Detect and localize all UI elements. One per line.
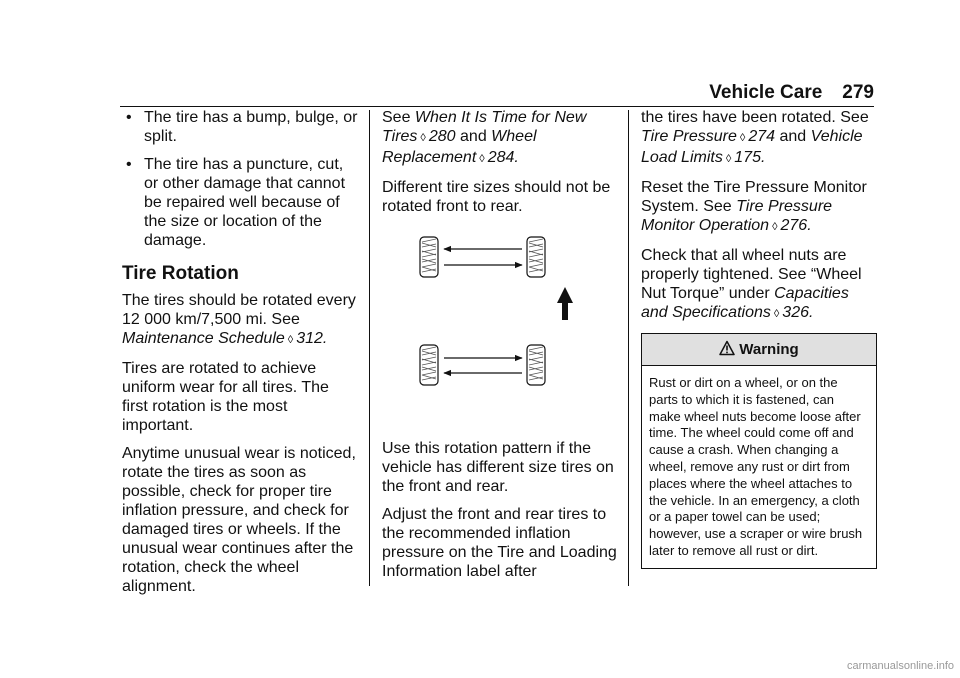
forward-direction-arrow-icon — [557, 287, 573, 320]
bullet-item — [122, 155, 358, 250]
paragraph — [641, 178, 877, 237]
bullet-text: The tire has a puncture, cut, or other damage that cannot be repaired well because of the size or location of the damage. — [144, 156, 346, 249]
page-header — [709, 82, 874, 104]
paragraph-text: the tires have been rotated. See — [641, 109, 869, 126]
section-title: Vehicle Care — [709, 82, 823, 103]
section-heading: Tire Rotation — [122, 263, 239, 284]
cross-reference[interactable]: Maintenance Schedule — [122, 330, 285, 347]
watermark: carmanualsonline.info — [846, 660, 954, 672]
column-divider-1 — [369, 110, 370, 586]
rotation-pattern-graphic — [382, 225, 618, 431]
page-arrow-icon: ◊ — [739, 132, 746, 144]
page-reference[interactable]: 326 — [782, 304, 809, 321]
page-reference[interactable]: 175 — [734, 149, 761, 166]
page-reference[interactable]: 274 — [748, 128, 776, 145]
bullet-glyph: • — [126, 156, 132, 173]
paragraph — [122, 291, 358, 350]
paragraph-text: See — [382, 109, 411, 126]
page-reference[interactable]: 280 — [428, 128, 456, 145]
page-arrow-icon: ◊ — [773, 308, 780, 320]
warning-title: Warning — [739, 341, 799, 358]
tire-icon — [527, 345, 545, 385]
cross-reference[interactable]: Tire Pressure Monitor Operation — [641, 198, 833, 234]
page-reference[interactable]: 284 — [487, 149, 515, 166]
paragraph — [382, 108, 618, 169]
paragraph: Adjust the front and rear tires to the recommended inflation pressure on the Tire and Loading Information label after — [382, 506, 617, 580]
page-reference[interactable]: 276 — [780, 217, 808, 234]
paragraph-text: and — [460, 128, 487, 145]
cross-reference[interactable]: Capacities and Specifications — [641, 285, 849, 321]
paragraph: Use this rotation pattern if the vehicle has different size tires on the front and rear. — [382, 440, 614, 495]
warning-text: Rust or dirt on a wheel, or on the parts to which it is fastened, can make wheel nuts become loose after time. The wheel could come off and cause a crash. When changing a wheel, remove any rust or dirt from places where the wheel attaches to the vehicle. In an emergency, a cloth or a paper towel can be used; however, use a scraper or wire brush later to remove all rust or dirt. — [649, 375, 863, 558]
period: . — [322, 330, 328, 347]
page-arrow-icon: ◊ — [479, 153, 485, 165]
cross-reference[interactable]: Wheel Replacement — [382, 128, 537, 166]
column-3 — [641, 108, 877, 569]
page-reference[interactable]: 312 — [296, 330, 323, 347]
cross-reference[interactable]: When It Is Time for New Tires — [382, 109, 587, 145]
page-arrow-icon: ◊ — [772, 221, 778, 233]
column-divider-2 — [628, 110, 629, 586]
period: . — [514, 149, 519, 166]
paragraph-text: Reset the Tire Pressure Monitor System. See — [641, 179, 867, 215]
column-1 — [122, 108, 358, 605]
period: . — [809, 304, 814, 321]
paragraph — [641, 246, 877, 324]
paragraph: Tires are rotated to achieve uniform wear for all tires. The first rotation is the most important. — [122, 360, 329, 434]
paragraph: Anytime unusual wear is noticed, rotate the tires as soon as possible, check for proper tire inflation pressure, and check for damaged tires or wheels. If the unusual wear continues after the rotation, check the wheel alignment. — [122, 445, 356, 595]
period: . — [807, 217, 812, 234]
paragraph-text: The tires should be rotated every 12 000 km/7,500 mi. See — [122, 292, 356, 328]
column-2 — [382, 108, 618, 590]
cross-reference[interactable]: Tire Pressure — [641, 128, 737, 145]
tire-icon — [420, 237, 438, 277]
tire-icon — [420, 345, 438, 385]
page-arrow-icon: ◊ — [420, 132, 426, 144]
cross-reference[interactable]: Vehicle Load Limits — [641, 128, 863, 166]
page-number: 279 — [842, 82, 874, 103]
paragraph: Different tire sizes should not be rotated front to rear. — [382, 179, 611, 215]
page-arrow-icon: ◊ — [287, 334, 294, 346]
warning-header — [642, 334, 876, 366]
period: . — [760, 149, 766, 166]
header-rule — [120, 106, 874, 107]
warning-box — [641, 333, 877, 569]
bullet-item — [122, 108, 358, 146]
tire-icon — [527, 237, 545, 277]
page-arrow-icon: ◊ — [725, 153, 732, 165]
tire-rotation-diagram — [382, 225, 618, 431]
warning-triangle-icon — [719, 340, 735, 356]
bullet-glyph: • — [126, 109, 132, 126]
paragraph-text: Check that all wheel nuts are properly tightened. See “Wheel Nut Torque” under — [641, 247, 862, 302]
paragraph-text: and — [779, 128, 807, 145]
bullet-text: The tire has a bump, bulge, or split. — [144, 109, 358, 145]
paragraph — [641, 108, 877, 169]
